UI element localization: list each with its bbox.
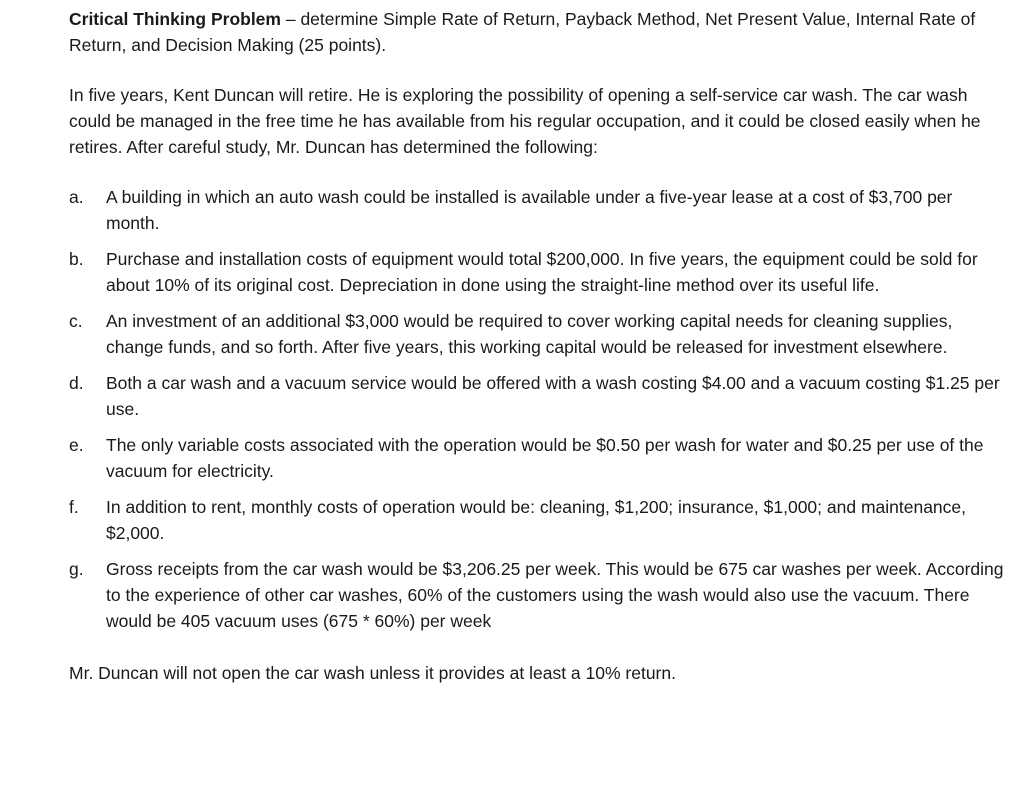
- item-text: An investment of an additional $3,000 would be required to cover working capital needs for cleaning supplies, change funds, and so forth. After five years, this working capital would be released for investment elsewhere.: [106, 311, 953, 357]
- item-text: Both a car wash and a vacuum service would be offered with a wash costing $4.00 and a vacuum costing $1.25 per use.: [106, 373, 1000, 419]
- item-letter: e.: [69, 435, 84, 455]
- item-text: Purchase and installation costs of equipment would total $200,000. In five years, the equipment could be sold for about 10% of its original cost. Depreciation in done using the straight-line method over its useful life.: [106, 249, 978, 295]
- item-letter: g.: [69, 559, 84, 579]
- problem-subtitle: – determine Simple Rate of Return, Payback Method, Net Present Value, Internal Rate of Return, and Decision Making (25 points).: [69, 9, 976, 55]
- item-letter: c.: [69, 311, 83, 331]
- list-item-g: [69, 556, 1004, 634]
- item-text: The only variable costs associated with the operation would be $0.50 per wash for water and $0.25 per use of the vacuum for electricity.: [106, 435, 984, 481]
- item-letter: a.: [69, 187, 84, 207]
- list-item-e: [69, 432, 1004, 484]
- list-item-b: [69, 246, 1004, 298]
- document-page: [69, 6, 1004, 686]
- item-letter: f.: [69, 497, 79, 517]
- list-item-f: [69, 494, 1004, 546]
- problem-title: Critical Thinking Problem: [69, 9, 281, 29]
- facts-list: [69, 184, 1004, 634]
- item-text: In addition to rent, monthly costs of operation would be: cleaning, $1,200; insurance, $1,000; and maintenance, $2,000.: [106, 497, 967, 543]
- list-item-a: [69, 184, 1004, 236]
- list-item-c: [69, 308, 1004, 360]
- item-letter: d.: [69, 373, 84, 393]
- item-text: Gross receipts from the car wash would be $3,206.25 per week. This would be 675 car washes per week. According to the experience of other car washes, 60% of the customers using the wash would also use the vacuum. There would be 405 vacuum uses (675 * 60%) per week: [106, 559, 1004, 631]
- list-item-d: [69, 370, 1004, 422]
- closing-paragraph: Mr. Duncan will not open the car wash unless it provides at least a 10% return.: [69, 663, 676, 683]
- problem-header: [69, 6, 1004, 58]
- item-text: A building in which an auto wash could be installed is available under a five-year lease at a cost of $3,700 per month.: [106, 187, 953, 233]
- item-letter: b.: [69, 249, 84, 269]
- intro-paragraph: In five years, Kent Duncan will retire. He is exploring the possibility of opening a self-service car wash. The car wash could be managed in the free time he has available from his regular occupation, and it could be closed easily when he retires. After careful study, Mr. Duncan has determined the following:: [69, 85, 981, 157]
